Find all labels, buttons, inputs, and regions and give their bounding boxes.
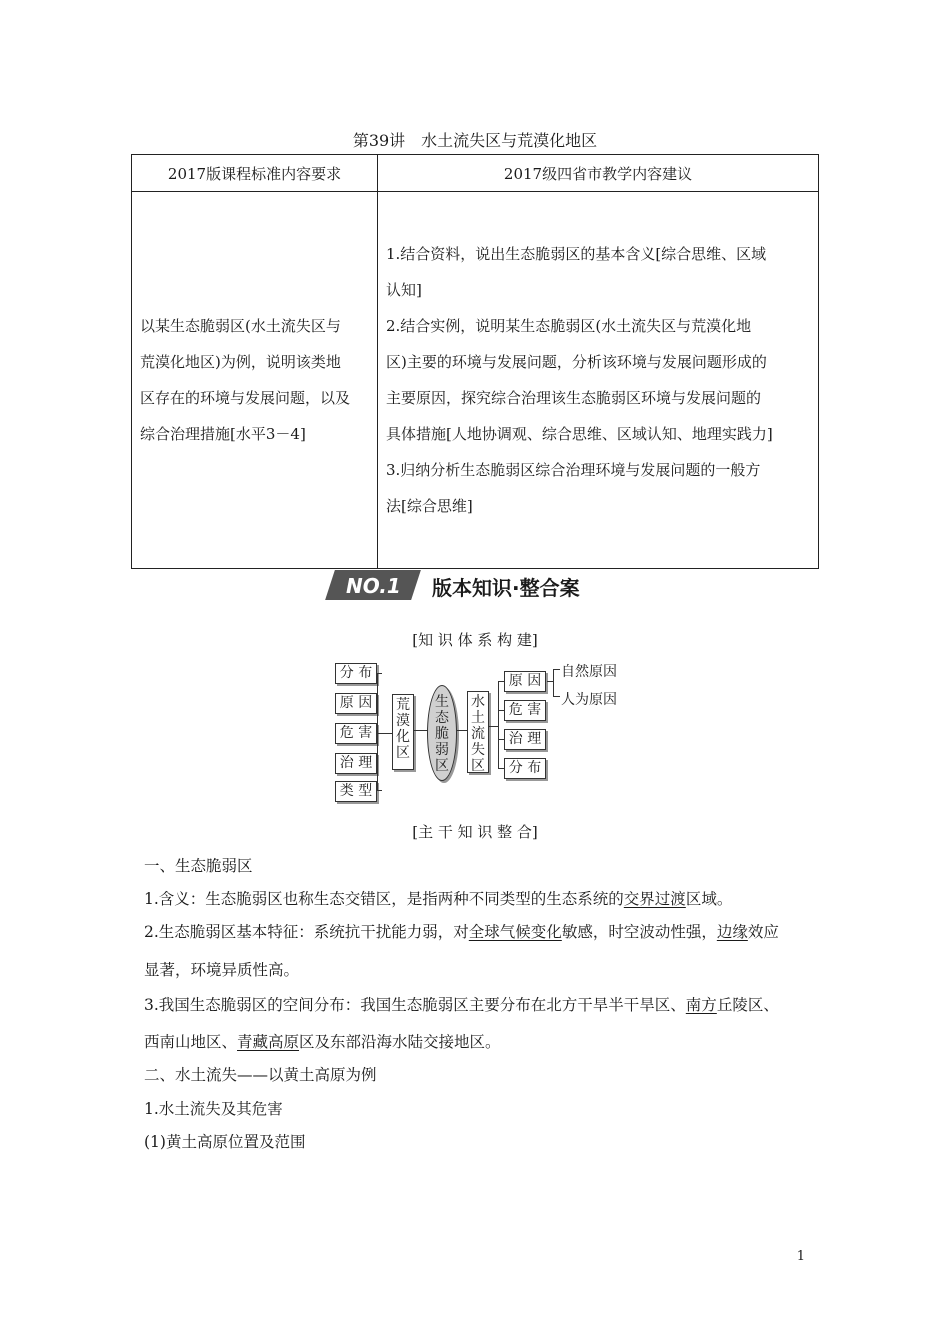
connector-line xyxy=(553,669,560,670)
diagram-right-item: 原 因 xyxy=(504,671,546,692)
paragraph-features xyxy=(144,920,779,942)
paragraph-definition xyxy=(144,887,732,909)
connector-line xyxy=(457,730,467,731)
text-line: 以某生态脆弱区(水土流失区与 xyxy=(140,317,341,335)
desertification-box xyxy=(392,694,414,770)
cause-natural: 自然原因 xyxy=(561,664,617,680)
page-title: 第39讲 水土流失区与荒漠化地区 xyxy=(352,131,598,150)
ecological-fragile-ellipse xyxy=(427,685,457,781)
banner-tag: NO.1 xyxy=(346,574,401,598)
text-span: 西南山地区、 xyxy=(144,1033,238,1051)
soil-erosion-label: 水土流失区 xyxy=(471,694,485,774)
connector-line xyxy=(498,681,499,769)
heading-ecological-fragile: 一、生态脆弱区 xyxy=(144,857,253,875)
diagram-left-item: 危 害 xyxy=(335,723,377,744)
connector-line xyxy=(414,730,428,731)
text-line: 区)主要的环境与发展问题，分析该环境与发展问题形成的 xyxy=(386,353,767,371)
text-line: 具体措施[人地协调观、综合思维、区域认知、地理实践力] xyxy=(386,425,773,443)
heading-soil-erosion: 二、水土流失——以黄土高原为例 xyxy=(144,1066,377,1084)
text-span: 3.我国生态脆弱区的空间分布：我国生态脆弱区主要分布在北方干旱半干旱区、 xyxy=(144,996,686,1014)
text-line: 综合治理措施[水平3－4] xyxy=(140,425,306,443)
text-line: 主要原因，探究综合治理该生态脆弱区环境与发展问题的 xyxy=(386,389,762,407)
banner-title: 版本知识·整合案 xyxy=(432,576,580,600)
table-header-standard: 2017版课程标准内容要求 xyxy=(132,155,378,192)
diagram-right-item: 治 理 xyxy=(504,729,546,750)
diagram-left-item: 原 因 xyxy=(335,693,377,714)
diagram-left-item: 类 型 xyxy=(335,781,377,802)
text-span: 敏感，时空波动性强， xyxy=(561,923,717,941)
paragraph-distribution-cont xyxy=(144,1030,501,1052)
soil-erosion-box xyxy=(467,691,489,773)
text-line: 认知] xyxy=(386,281,422,299)
text-line: 荒漠化地区)为例，说明该类地 xyxy=(140,353,341,371)
subheading-soil-erosion-harm: 1.水土流失及其危害 xyxy=(144,1100,283,1118)
text-span: 区及东部沿海水陆交接地区。 xyxy=(299,1033,501,1051)
subheading-loess-plateau-range: (1)黄土高原位置及范围 xyxy=(144,1133,306,1151)
section-heading-framework: [知 识 体 系 构 建] xyxy=(412,631,538,649)
connector-line xyxy=(377,733,392,734)
table-header-suggestion: 2017级四省市教学内容建议 xyxy=(378,155,819,192)
text-line: 1.结合资料，说出生态脆弱区的基本含义[综合思维、区域 xyxy=(386,245,767,263)
connector-line xyxy=(377,790,382,791)
answer-blank: 南方 xyxy=(685,996,717,1014)
text-span: 效应 xyxy=(747,923,779,941)
answer-blank: 边缘 xyxy=(716,923,748,941)
text-span: 2.生态脆弱区基本特征：系统抗干扰能力弱，对 xyxy=(144,923,469,941)
paragraph-distribution xyxy=(144,993,779,1015)
diagram-right-item: 危 害 xyxy=(504,700,546,721)
answer-blank: 交界过渡 xyxy=(623,890,686,908)
answer-blank: 全球气候变化 xyxy=(468,923,562,941)
diagram-left-item: 治 理 xyxy=(335,753,377,774)
desertification-label: 荒漠化区 xyxy=(396,697,410,761)
answer-blank: 青藏高原 xyxy=(237,1033,300,1051)
diagram-left-item: 分 布 xyxy=(335,663,377,684)
connector-line xyxy=(553,696,560,697)
paragraph-features-cont: 显著，环境异质性高。 xyxy=(144,961,300,979)
text-span: 丘陵区、 xyxy=(716,996,779,1014)
connector-line xyxy=(377,673,382,674)
text-span: 区域。 xyxy=(685,890,733,908)
text-line: 区存在的环境与发展问题，以及 xyxy=(140,389,351,407)
text-line: 3.归纳分析生态脆弱区综合治理环境与发展问题的一般方 xyxy=(386,461,761,479)
ecological-fragile-label: 生态脆弱区 xyxy=(435,694,449,774)
connector-line xyxy=(377,673,378,791)
text-line: 法[综合思维] xyxy=(386,497,473,515)
diagram-right-item: 分 布 xyxy=(504,758,546,779)
cause-human: 人为原因 xyxy=(561,692,617,708)
text-span: 1.含义：生态脆弱区也称生态交错区，是指两种不同类型的生态系统的 xyxy=(144,890,624,908)
connector-line xyxy=(553,669,554,697)
text-line: 2.结合实例，说明某生态脆弱区(水土流失区与荒漠化地 xyxy=(386,317,752,335)
section-heading-main-knowledge: [主 干 知 识 整 合] xyxy=(412,823,538,841)
page-number: 1 xyxy=(796,1249,805,1264)
connector-line xyxy=(489,726,498,727)
